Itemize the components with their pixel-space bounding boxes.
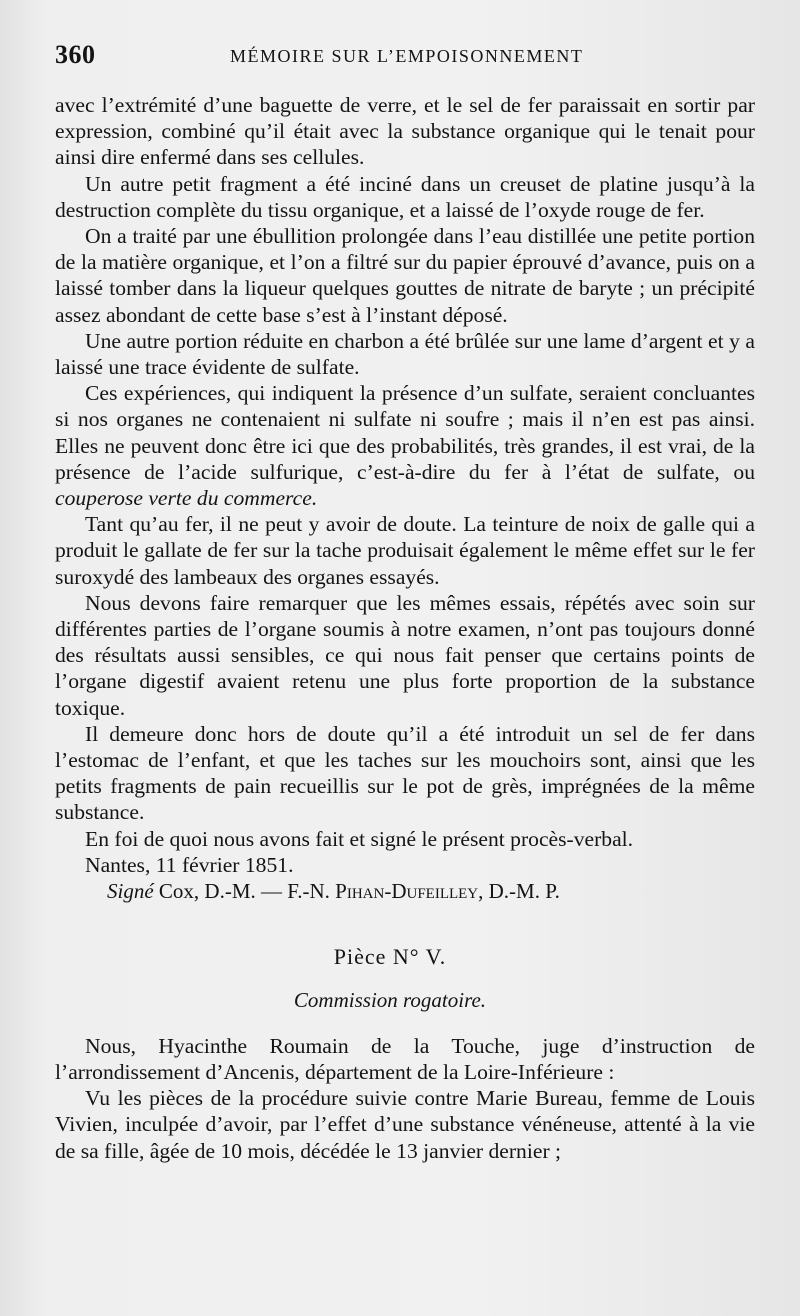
paragraph: Vu les pièces de la procédure suivie contre Marie Bureau, femme de Louis Vivien, inculpée d’avoir, par l’effet d’une substance vénéneuse, attenté à la vie de sa fille, âgée de 10 mois, décédée le 13 janvier dernier ; [55,1086,755,1163]
body-text [55,92,755,1164]
italic-phrase: couperose verte du commerce. [55,486,318,511]
section-subtitle: Commission rogatoire. [293,987,487,1012]
paragraph: Tant qu’au fer, il ne peut y avoir de doute. La teinture de noix de galle qui a produit le gallate de fer sur la tache produisait également le même effet sur le fer suroxydé des lambeaux des organes essayés. [55,512,755,589]
signe-label: Signé [107,879,154,904]
paragraph-with-italic [55,380,755,511]
section-title: Pièce N° V. [333,944,447,970]
signature-part-1: Cox, D.-M. — F.-N. [158,879,330,904]
running-title: MÉMOIRE SUR L’EMPOISONNEMENT [230,46,584,66]
paragraph-text: Ces expériences, qui indiquent la présence d’un sulfate, seraient concluantes si nos organes ne contenaient ni sulfate ni soufre ; mais il n’en est pas ainsi. Elles ne peuvent donc être ici que des probabilités, très grandes, il est vrai, de la présence de l’acide sulfurique, c’est-à-dire du fer à l’état de sulfate, ou [55,381,755,484]
page-content [55,40,755,1164]
date-line: Nantes, 11 février 1851. [85,852,294,877]
page-number: 360 [55,40,96,69]
paragraph: Nous devons faire remarquer que les mêmes essais, répétés avec soin sur différentes parties de l’organe soumis à notre examen, n’ont pas toujours donné des résultats aussi sensibles, ce qui nous fait penser que certains points de l’organe digestif avaient retenu une plus forte proportion de la substance toxique. [55,590,755,720]
paragraph: Une autre portion réduite en charbon a été brûlée sur une lame d’argent et y a laissé une trace évidente de sulfate. [55,328,755,380]
signature-line [55,878,755,904]
paragraph: Un autre petit fragment a été inciné dans un creuset de platine jusqu’à la destruction complète du tissu organique, et a laissé de l’oxyde rouge de fer. [55,171,755,222]
paragraph: Il demeure donc hors de doute qu’il a été introduit un sel de fer dans l’estomac de l’enfant, et que les taches sur les mouchoirs sont, ainsi que les petits fragments de pain recueillis sur le pot de grès, imprégnées de la même substance. [55,721,755,825]
running-header [55,40,755,80]
paragraph: En foi de quoi nous avons fait et signé le présent procès-verbal. [85,826,634,851]
paragraph: On a traité par une ébullition prolongée dans l’eau distillée une petite portion de la matière organique, et l’on a filtré sur du papier éprouvé d’avance, puis on a laissé tomber dans la liqueur quelques gouttes de nitrate de baryte ; un précipité assez abondant de cette base s’est à l’instant déposé. [55,224,755,327]
paragraph: avec l’extrémité d’une baguette de verre, et le sel de fer paraissait en sortir par expression, combiné qu’il était avec la substance organique qui le tenait pour ainsi dire enfermé dans ses cellules. [55,93,755,170]
paragraph: Nous, Hyacinthe Roumain de la Touche, juge d’instruction de l’arrondissement d’Ancenis, département de la Loire-Inférieure : [55,1033,755,1084]
signature-part-2: D.-M. P. [488,879,560,904]
signature-name: Pihan-Dufeilley, [335,879,484,904]
